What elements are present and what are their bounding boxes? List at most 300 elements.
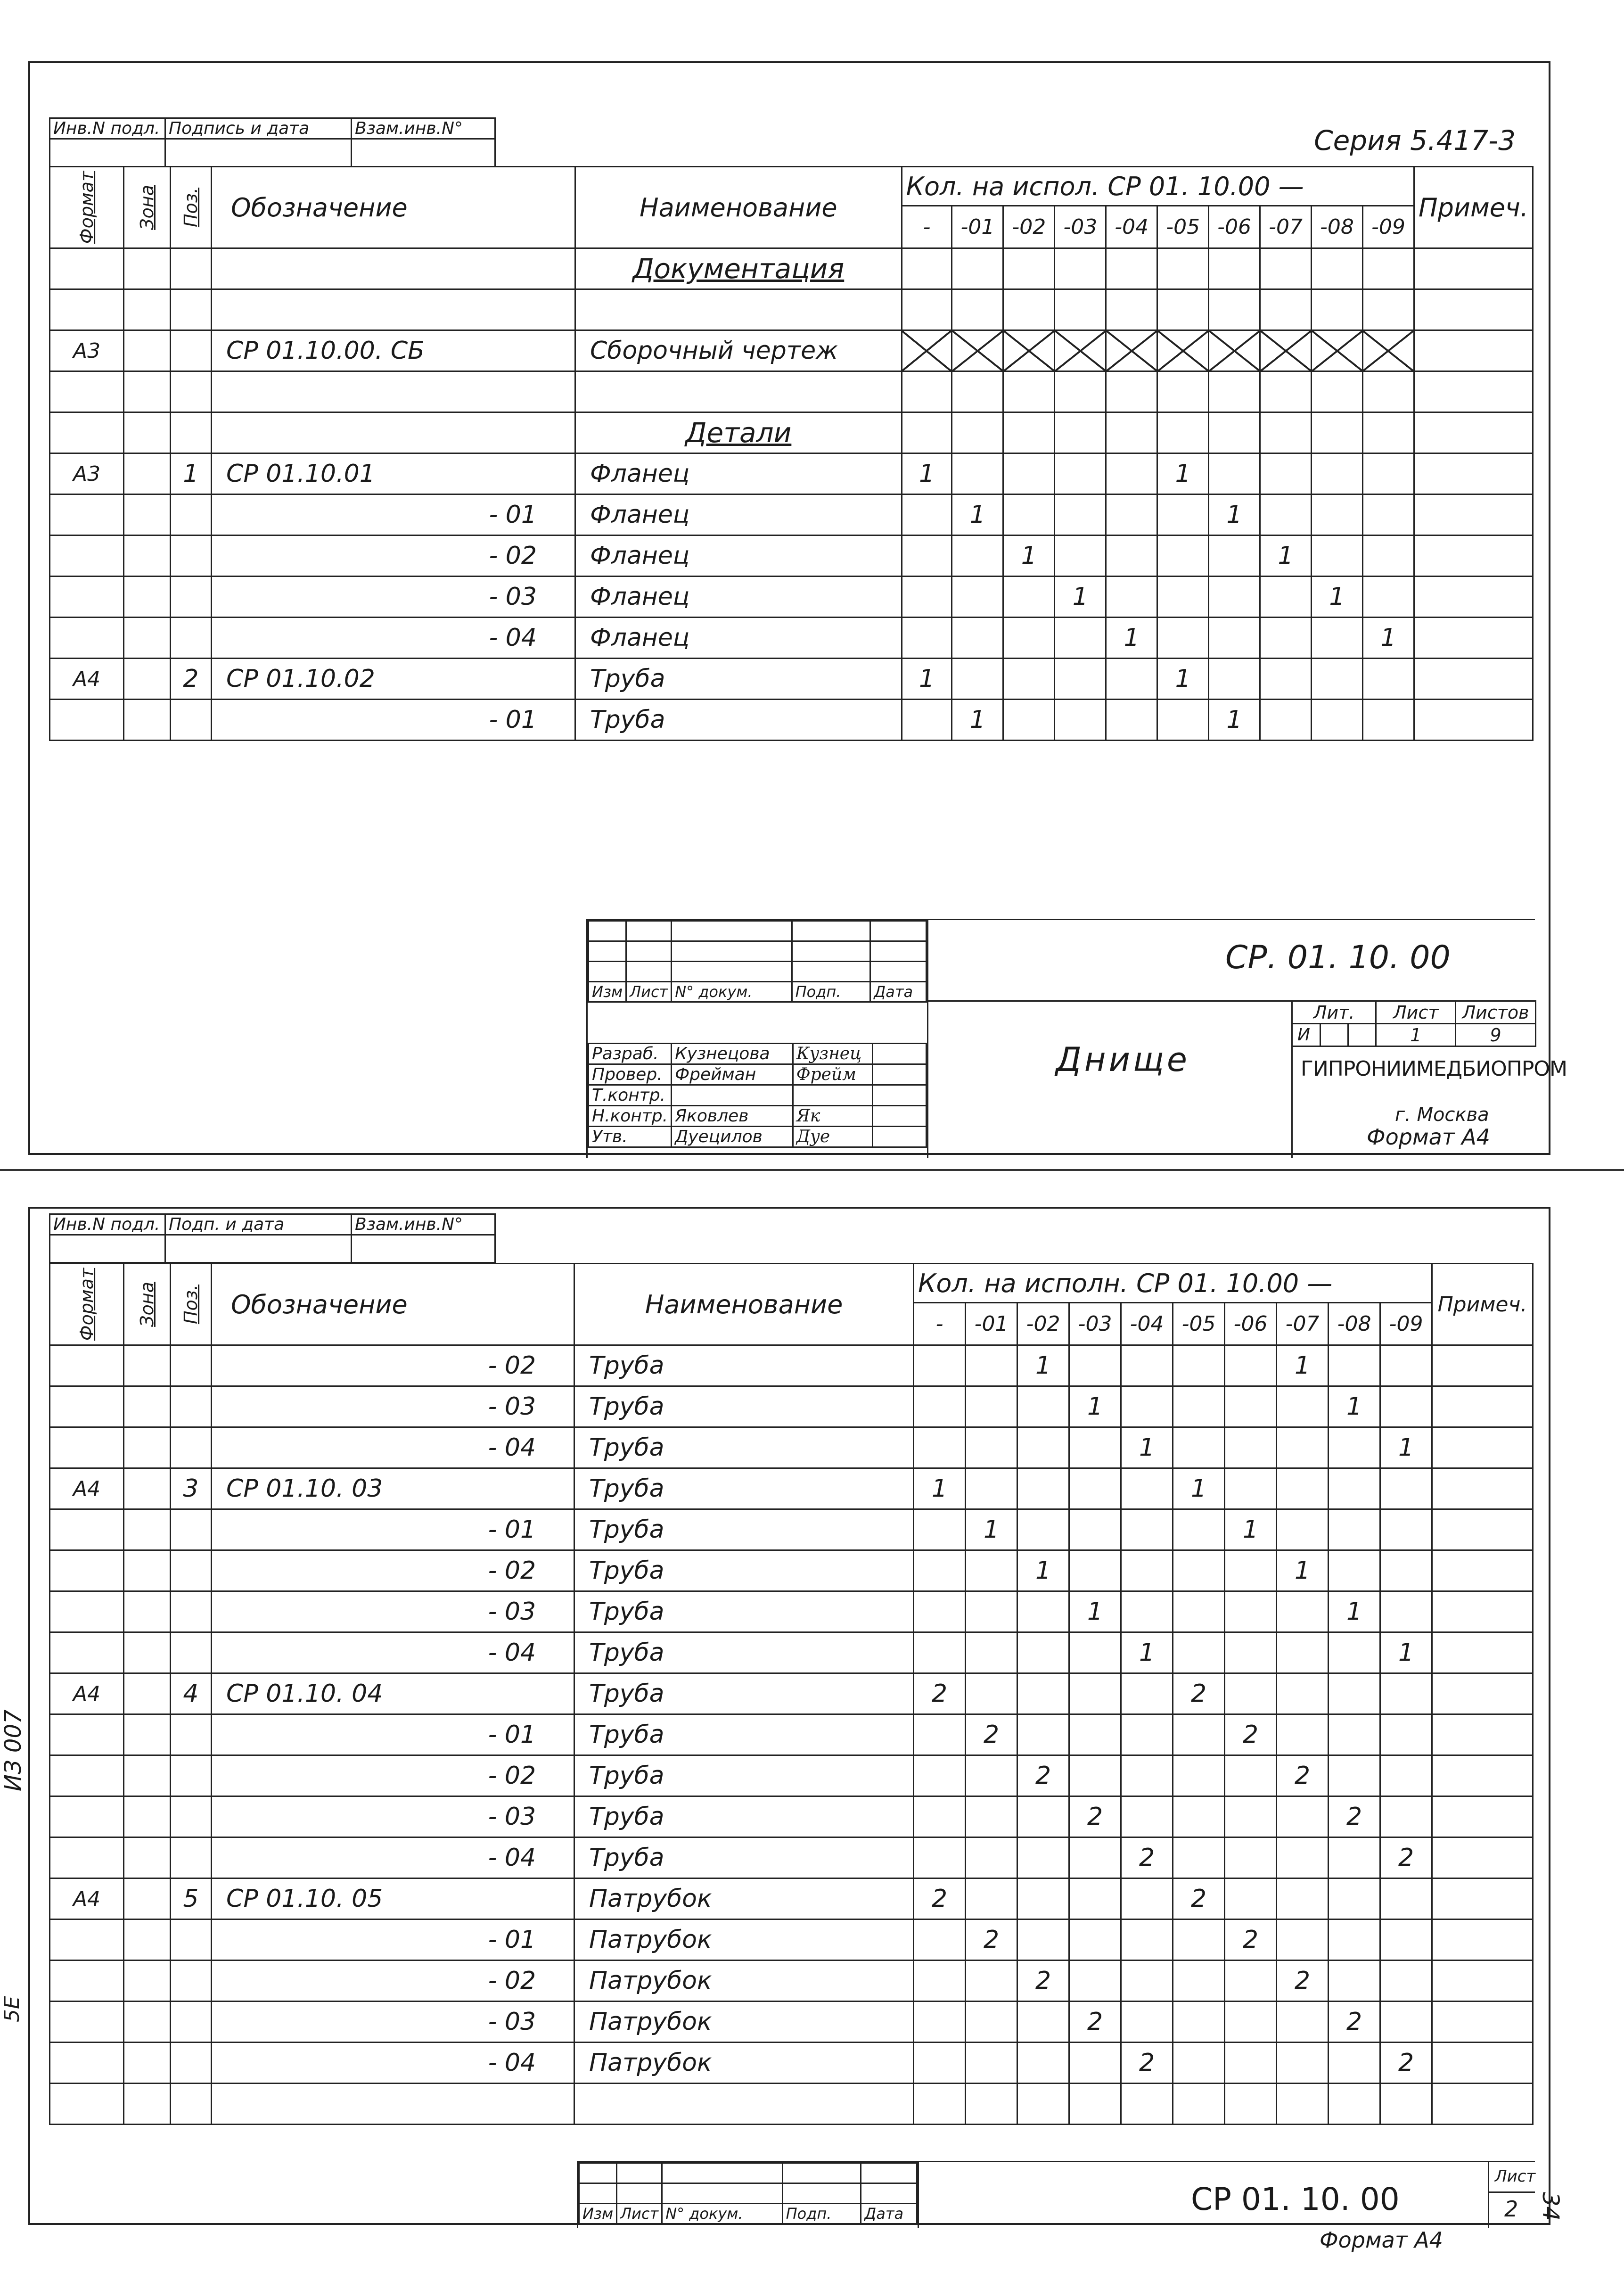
qty-cell: 2 (1277, 1961, 1329, 2002)
qty-cell: 1 (1329, 1386, 1380, 1427)
table-row (50, 371, 1533, 412)
qty-cell: 1 (966, 1509, 1017, 1550)
qty-cell (1225, 1755, 1277, 1796)
qty-cell (952, 659, 1003, 700)
qty-cell: 1 (1312, 577, 1363, 618)
sheets-total: 9 (1456, 1024, 1536, 1046)
signature: Як (793, 1106, 872, 1127)
qty-cell (1003, 453, 1055, 494)
qty-cell (1106, 330, 1157, 371)
qty-cell (1225, 1427, 1277, 1468)
qty-cell (1121, 1468, 1173, 1509)
qty-cell (1017, 1714, 1069, 1755)
qty-cell (1069, 1961, 1121, 2002)
format-cell (50, 1961, 124, 2002)
pos-cell (170, 1386, 211, 1427)
zone-cell (124, 453, 171, 494)
qty-cell (1157, 700, 1209, 741)
qty-cell (1225, 1632, 1277, 1673)
format-cell (50, 494, 124, 535)
doc-title: Днище (1056, 1040, 1190, 1079)
format-cell (50, 1550, 124, 1591)
qty-cell (1017, 1509, 1069, 1550)
notes-cell (1432, 1714, 1533, 1755)
designation-cell: - 04 (212, 1632, 574, 1673)
qty-cell (1069, 1509, 1121, 1550)
qty-cell (1329, 1632, 1380, 1673)
qty-cell (914, 1961, 966, 2002)
designation-cell (212, 289, 575, 330)
pos-cell (170, 1837, 211, 1878)
qty-cell (1362, 371, 1414, 412)
format-cell (50, 1755, 124, 1796)
notes-cell (1414, 453, 1533, 494)
variant-header: -09 (1380, 1303, 1432, 1345)
qty-cell (966, 1550, 1017, 1591)
variant-header: -01 (952, 206, 1003, 248)
qty-cell (1312, 371, 1363, 412)
designation-cell: - 01 (212, 1714, 574, 1755)
zone-cell (124, 2002, 171, 2043)
qty-cell (1380, 2002, 1432, 2043)
series-label: Серия 5.417-3 (1314, 124, 1516, 157)
designation-cell: - 04 (212, 2043, 574, 2084)
designation-cell (212, 248, 575, 289)
col-format: Формат (50, 167, 124, 248)
qty-cell (1277, 1468, 1329, 1509)
table-row (50, 1550, 1533, 1591)
qty-cell (966, 1673, 1017, 1714)
zone-cell (124, 1468, 171, 1509)
qty-cell (1380, 1550, 1432, 1591)
sign-date-label: Подпись и дата (165, 118, 352, 139)
qty-cell: 1 (1277, 1550, 1329, 1591)
qty-cell (1003, 371, 1055, 412)
pos-cell (170, 1919, 211, 1961)
signer-role: Утв. (589, 1127, 672, 1147)
table-row (50, 289, 1533, 330)
qty-cell (1055, 659, 1106, 700)
empty-cell (1432, 2084, 1533, 2125)
qty-cell (1277, 1673, 1329, 1714)
variant-header: -04 (1106, 206, 1157, 248)
qty-cell (1260, 289, 1312, 330)
stamp-header-cell: Лист (617, 2204, 662, 2224)
signer-role: Разраб. (589, 1044, 672, 1064)
qty-cell (1069, 1345, 1121, 1386)
zone-cell (124, 1714, 171, 1755)
name-cell: Труба (574, 1714, 914, 1755)
pos-cell (170, 1427, 211, 1468)
format-cell (50, 2043, 124, 2084)
pos-cell (170, 2002, 211, 2043)
signers-table-1 (588, 1043, 927, 1148)
qty-cell (1380, 1878, 1432, 1919)
signature: Дуе (793, 1127, 872, 1147)
variant-header: -02 (1017, 1303, 1069, 1345)
designation-cell: - 02 (212, 535, 575, 577)
qty-cell (1362, 330, 1414, 371)
qty-cell (902, 700, 952, 741)
designation-cell: СР 01.10. 05 (212, 1878, 574, 1919)
qty-cell (1055, 412, 1106, 453)
qty-cell (1069, 1714, 1121, 1755)
empty-cell (1121, 2084, 1173, 2125)
qty-cell (966, 1468, 1017, 1509)
stamp-header-cell: Подп. (792, 982, 870, 1002)
title-block-2 (577, 2161, 1535, 2228)
qty-cell: 2 (966, 1919, 1017, 1961)
notes-cell (1432, 2043, 1533, 2084)
format-cell: А4 (50, 659, 124, 700)
qty-cell (1329, 1755, 1380, 1796)
pos-cell (170, 2043, 211, 2084)
zone-cell (124, 659, 171, 700)
qty-cell: 1 (1225, 1509, 1277, 1550)
qty-cell (966, 1386, 1017, 1427)
name-cell (575, 371, 902, 412)
stamp-header-cell: Изм (579, 2204, 617, 2224)
name-cell: Труба (574, 1591, 914, 1632)
table-row (50, 1427, 1533, 1468)
qty-cell (1312, 289, 1363, 330)
qty-cell (1121, 1755, 1173, 1796)
qty-cell (1121, 1509, 1173, 1550)
qty-cell (1106, 453, 1157, 494)
qty-cell: 2 (1121, 1837, 1173, 1878)
qty-cell (952, 371, 1003, 412)
name-cell: Фланец (575, 453, 902, 494)
table-row (50, 1919, 1533, 1961)
zone-cell (124, 1345, 171, 1386)
qty-cell: 2 (1329, 2002, 1380, 2043)
table-row (50, 412, 1533, 453)
qty-cell (1173, 1714, 1225, 1755)
format-cell (50, 535, 124, 577)
table-row (50, 1345, 1533, 1386)
qty-cell (1106, 535, 1157, 577)
col-designation-2: Обозначение (212, 1264, 574, 1345)
table-row (50, 577, 1533, 618)
zone-cell (124, 2043, 171, 2084)
zone-cell (124, 1961, 171, 2002)
qty-cell (952, 535, 1003, 577)
notes-cell (1414, 535, 1533, 577)
revision-stamp-1 (588, 920, 927, 1003)
signer-row (589, 1064, 927, 1085)
qty-cell (1157, 371, 1209, 412)
qty-cell (1106, 371, 1157, 412)
qty-cell (1277, 1427, 1329, 1468)
qty-cell (1225, 2002, 1277, 2043)
pos-cell (170, 412, 211, 453)
notes-cell (1432, 2002, 1533, 2043)
replace-inv-label: Взам.инв.N° (352, 118, 495, 139)
qty-cell: 1 (914, 1468, 966, 1509)
empty-cell (124, 2084, 171, 2125)
name-cell: Детали (575, 412, 902, 453)
doc-code-2: СР 01. 10. 00 (1191, 2181, 1400, 2217)
qty-cell (1121, 1878, 1173, 1919)
qty-cell: 1 (1380, 1632, 1432, 1673)
notes-cell (1414, 618, 1533, 659)
name-cell: Патрубок (574, 2002, 914, 2043)
empty-cell (1173, 2084, 1225, 2125)
table-row (50, 2002, 1533, 2043)
margin-mark-right: 34 (1537, 2192, 1564, 2221)
qty-cell (1312, 494, 1363, 535)
variant-header: -01 (966, 1303, 1017, 1345)
name-cell: Фланец (575, 618, 902, 659)
date-cell (872, 1106, 926, 1127)
qty-cell (1017, 1427, 1069, 1468)
qty-cell (914, 1755, 966, 1796)
format-cell (50, 1509, 124, 1550)
qty-cell (1209, 248, 1260, 289)
qty-cell (1260, 330, 1312, 371)
stamp-header-cell: Подп. (782, 2204, 861, 2224)
signer-row (589, 1127, 927, 1147)
qty-cell (1017, 1673, 1069, 1714)
qty-cell (1312, 618, 1363, 659)
notes-cell (1432, 1755, 1533, 1796)
qty-cell (1329, 1919, 1380, 1961)
qty-cell (1157, 535, 1209, 577)
qty-cell (1173, 1550, 1225, 1591)
variant-header: -02 (1003, 206, 1055, 248)
qty-cell (1225, 1386, 1277, 1427)
empty-cell (212, 2084, 574, 2125)
qty-cell: 1 (1017, 1345, 1069, 1386)
name-cell: Труба (574, 1755, 914, 1796)
qty-cell (1362, 659, 1414, 700)
designation-cell: - 02 (212, 1755, 574, 1796)
designation-cell (212, 412, 575, 453)
qty-cell (1260, 412, 1312, 453)
signature: Кузнец (793, 1044, 872, 1064)
qty-cell (1329, 1673, 1380, 1714)
qty-cell (1017, 1591, 1069, 1632)
date-cell (872, 1085, 926, 1106)
qty-cell (914, 1550, 966, 1591)
variant-header: -06 (1209, 206, 1260, 248)
empty-cell (50, 2084, 124, 2125)
qty-cell (1157, 618, 1209, 659)
qty-cell (952, 248, 1003, 289)
qty-cell: 1 (952, 494, 1003, 535)
qty-cell: 1 (1173, 1468, 1225, 1509)
col-qty-2: Кол. на испoлн. СР 01. 10.00 — (914, 1264, 1432, 1303)
pos-cell: 3 (170, 1468, 211, 1509)
signer-name: Яковлев (672, 1106, 793, 1127)
zone-cell (124, 1796, 171, 1837)
qty-cell: 2 (1121, 2043, 1173, 2084)
qty-cell (1277, 1878, 1329, 1919)
qty-cell (1329, 1550, 1380, 1591)
format-cell: А4 (50, 1878, 124, 1919)
zone-cell (124, 289, 171, 330)
designation-cell: - 02 (212, 1345, 574, 1386)
variant-header: -05 (1157, 206, 1209, 248)
qty-cell: 2 (914, 1673, 966, 1714)
sheets-label: Листов (1456, 1001, 1536, 1024)
designation-cell: - 01 (212, 700, 575, 741)
designation-cell: - 01 (212, 494, 575, 535)
qty-cell (1380, 1591, 1432, 1632)
qty-cell: 1 (902, 453, 952, 494)
col-designation: Обозначение (212, 167, 575, 248)
qty-cell (966, 1427, 1017, 1468)
zone-cell (124, 577, 171, 618)
pos-cell (170, 577, 211, 618)
notes-cell (1432, 1345, 1533, 1386)
name-cell: Труба (575, 659, 902, 700)
title-right-1 (927, 920, 1567, 1158)
qty-cell (1329, 1961, 1380, 2002)
qty-cell (1055, 618, 1106, 659)
table-row (50, 1386, 1533, 1427)
format-cell (50, 1345, 124, 1386)
qty-cell: 2 (1225, 1714, 1277, 1755)
pos-cell (170, 618, 211, 659)
qty-cell (952, 577, 1003, 618)
qty-cell (1380, 1714, 1432, 1755)
qty-cell (1380, 1673, 1432, 1714)
variant-header: -07 (1260, 206, 1312, 248)
qty-cell (1209, 289, 1260, 330)
qty-cell (1329, 1345, 1380, 1386)
table-row (50, 1632, 1533, 1673)
qty-cell (1329, 1427, 1380, 1468)
pos-cell (170, 700, 211, 741)
qty-cell (1157, 289, 1209, 330)
archive-stamp-1 (49, 117, 496, 167)
name-cell: Труба (574, 1345, 914, 1386)
qty-cell: 2 (1277, 1755, 1329, 1796)
qty-cell (1173, 1427, 1225, 1468)
qty-cell (966, 1591, 1017, 1632)
qty-cell (952, 618, 1003, 659)
notes-cell (1432, 1386, 1533, 1427)
notes-cell (1432, 1878, 1533, 1919)
empty-cell (170, 2084, 211, 2125)
format-cell (50, 1837, 124, 1878)
name-cell: Труба (574, 1673, 914, 1714)
qty-cell (1106, 289, 1157, 330)
qty-cell (1106, 412, 1157, 453)
qty-cell (1277, 1509, 1329, 1550)
variant-header: -08 (1312, 206, 1363, 248)
qty-cell (952, 412, 1003, 453)
qty-cell (1260, 659, 1312, 700)
format-cell (50, 289, 124, 330)
replace-inv-label-2: Взам.инв.N° (352, 1214, 495, 1235)
stamp-header-cell: Дата (861, 2204, 917, 2224)
designation-cell: - 04 (212, 1837, 574, 1878)
table-row (50, 1755, 1533, 1796)
col-notes: Примеч. (1414, 167, 1533, 248)
qty-cell (1260, 371, 1312, 412)
qty-cell (1017, 1468, 1069, 1509)
zone-cell (124, 412, 171, 453)
qty-cell (952, 289, 1003, 330)
qty-cell (1225, 1878, 1277, 1919)
notes-cell (1414, 577, 1533, 618)
name-cell: Труба (574, 1509, 914, 1550)
sheet-label-2: Лист (1495, 2167, 1536, 2186)
qty-cell: 1 (1209, 700, 1260, 741)
qty-cell (1069, 1878, 1121, 1919)
qty-cell (1380, 1961, 1432, 2002)
qty-cell (1329, 1509, 1380, 1550)
name-cell: Труба (574, 1796, 914, 1837)
qty-cell (966, 2002, 1017, 2043)
pos-cell: 1 (170, 453, 211, 494)
designation-cell: - 01 (212, 1509, 574, 1550)
qty-cell (902, 577, 952, 618)
qty-cell (1055, 289, 1106, 330)
qty-cell (1173, 1837, 1225, 1878)
qty-cell: 2 (1173, 1673, 1225, 1714)
doc-code: СР. 01. 10. 00 (1225, 939, 1451, 976)
signature: Фрейм (793, 1064, 872, 1085)
designation-cell: - 03 (212, 2002, 574, 2043)
qty-cell (1106, 494, 1157, 535)
qty-cell (966, 1878, 1017, 1919)
qty-cell (1069, 1550, 1121, 1591)
qty-cell (914, 1345, 966, 1386)
pos-cell: 4 (170, 1673, 211, 1714)
signer-role: Т.контр. (589, 1085, 672, 1106)
name-cell: Сборочный чертеж (575, 330, 902, 371)
empty-cell (1225, 2084, 1277, 2125)
name-cell: Труба (574, 1468, 914, 1509)
qty-cell (1003, 248, 1055, 289)
pos-cell (170, 1591, 211, 1632)
table-row (50, 1468, 1533, 1509)
signer-name: Фрейман (672, 1064, 793, 1085)
notes-cell (1414, 412, 1533, 453)
qty-cell (1017, 2043, 1069, 2084)
qty-cell: 2 (1173, 1878, 1225, 1919)
qty-cell (1209, 618, 1260, 659)
format-cell: А3 (50, 453, 124, 494)
col-pos: Поз. (170, 167, 211, 248)
qty-cell (902, 412, 952, 453)
name-cell: Патрубок (574, 1919, 914, 1961)
qty-cell (1209, 412, 1260, 453)
qty-cell (1017, 1878, 1069, 1919)
name-cell: Патрубок (574, 2043, 914, 2084)
pos-cell (170, 330, 211, 371)
qty-cell (914, 1509, 966, 1550)
qty-cell (1157, 248, 1209, 289)
qty-cell (1362, 700, 1414, 741)
qty-cell (1312, 412, 1363, 453)
qty-cell (1380, 1509, 1432, 1550)
qty-cell (1277, 2043, 1329, 2084)
qty-cell (1225, 1591, 1277, 1632)
format-cell (50, 1427, 124, 1468)
pos-cell (170, 371, 211, 412)
pos-cell (170, 248, 211, 289)
qty-cell (1380, 1796, 1432, 1837)
format-cell (50, 618, 124, 659)
pos-cell (170, 494, 211, 535)
qty-cell (1173, 2043, 1225, 2084)
qty-cell: 1 (1157, 659, 1209, 700)
qty-cell (1173, 1961, 1225, 2002)
